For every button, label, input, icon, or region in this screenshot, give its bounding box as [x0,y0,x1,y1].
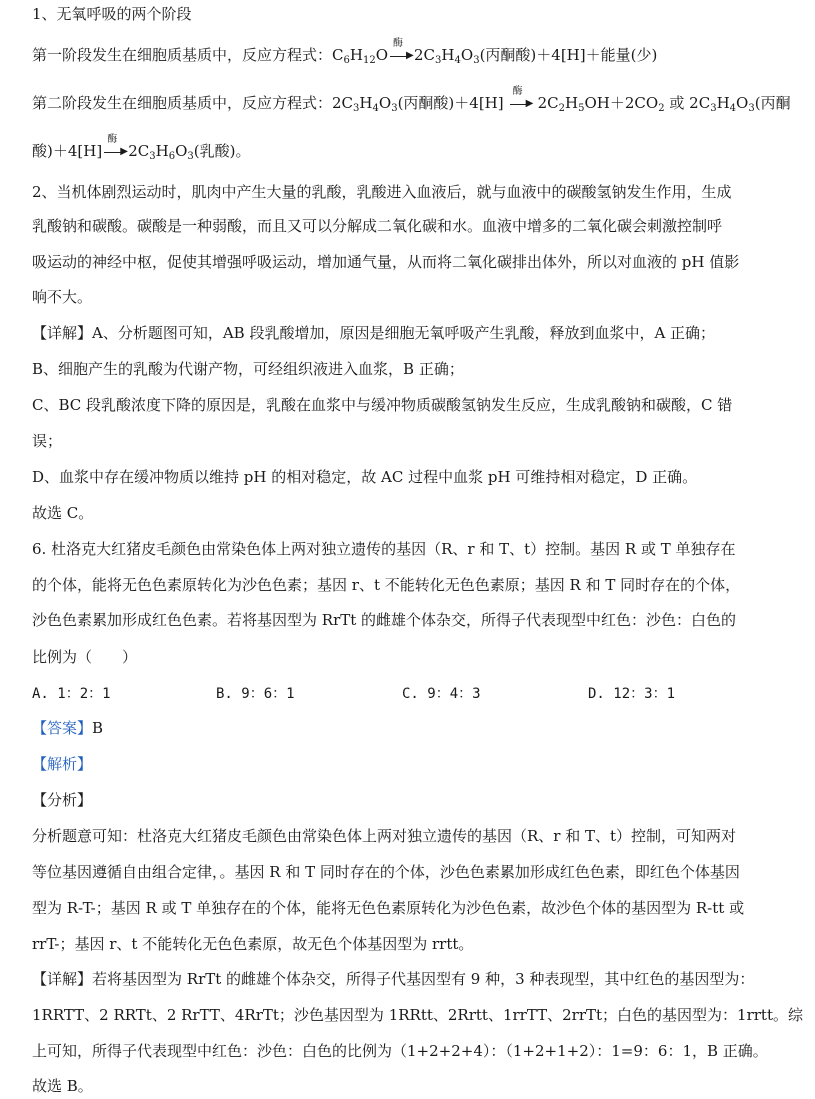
stage1-products: (丙酮酸)＋4[H]＋能量(少) [479,46,658,64]
detail-line: 【详解】A、分析题图可知，AB 段乳酸增加，原因是细胞无氧呼吸产生乳酸，释放到血浆中，A 正确； [32,324,716,342]
detail-line: D、血浆中存在缓冲物质以维持 pH 的相对稳定，故 AC 过程中血浆 pH 可维持相对稳定，D 正确。 [32,468,698,486]
fenxi-tag: 【分析】 [32,791,93,809]
paragraph-line: 吸运动的神经中枢，促使其增强呼吸运动，增加通气量，从而将二氧化碳排出体外，所以对血液的 pH 值影 [32,253,740,271]
fenxi-line: 等位基因遵循自由组合定律，。基因 R 和 T 同时存在的个体，沙色色素累加形成红色色素，即红色个体基因 [32,863,740,881]
formula-lactate: $2C_3H_6O_3$ [128,142,194,162]
question-line: 的个体，能将无色色素原转化为沙色色素；基因 r、t 不能转化无色色素原；基因 R 和 T 同时存在的个体， [32,576,741,594]
fenxi-line: rrT-；基因 r、t 不能转化无色色素原，故无色个体基因型为 rrtt。 [32,935,474,953]
section-title-anaerobic: 1、无氧呼吸的两个阶段 [32,5,192,23]
fenxi-line: 分析题意可知：杜洛克大红猪皮毛颜色由常染色体上两对独立遗传的基因（R、r 和 T、t）控制，可知两对 [32,827,737,845]
answer-tag: 【答案】 [32,719,93,737]
paragraph-line: 响不大。 [32,288,93,306]
formula-pyruvate: $2C_3H_4O_3$ [414,46,480,66]
stage1-prefix: 第一阶段发生在细胞质基质中，反应方程式： [32,46,333,64]
option-c: C. 9：4：3 [402,686,481,702]
detail-line: 误； [32,432,63,450]
stage2-equation-cont: 酸)＋4[H] 酶 ▶ $2C_3H_6O_3$(乳酸)。 [32,134,251,162]
detail2-line: 上可知，所得子代表现型中红色：沙色：白色的比例为（1+2+2+4）：（1+2+1+2）：1=9：6：1，B 正确。 [32,1042,768,1060]
answer-line [32,718,103,738]
enzyme-label: 酶 [393,38,404,49]
enzyme-arrow: 酶 ▶ [504,92,538,112]
detail2-line: 故选 B。 [32,1077,93,1095]
formula-glucose: $C_6H_{12}O$ [332,46,389,66]
enzyme-arrow: 酶 ▶ [388,44,414,64]
detail-line: C、BC 段乳酸浓度下降的原因是，乳酸在血浆中与缓冲物质碳酸氢钠发生反应，生成乳酸钠和碳酸，C 错 [32,396,733,414]
enzyme-arrow: 酶 ▶ [102,140,128,160]
formula-ethanol: $2C_2H_5OH+2CO_2$ [537,94,665,114]
option-a: A. 1：2：1 [32,686,111,702]
stage2-prefix: 第二阶段发生在细胞质基质中，反应方程式： [32,94,333,112]
stage1-equation [32,38,658,71]
paragraph-line: 2、当机体剧烈运动时，肌肉中产生大量的乳酸，乳酸进入血液后，就与血液中的碳酸氢钠发生作用，生成 [32,183,732,201]
detail2-line: 【详解】若将基因型为 RrTt 的雌雄个体杂交，所得子代基因型有 9 种，3 种表现型，其中红色的基因型为： [32,970,755,988]
formula-pyruvate: $2C_3H_4O_3$ [332,94,398,114]
fenxi-line: 型为 R-T-；基因 R 或 T 单独存在的个体，能将无色色素原转化为沙色色素，故沙色个体的基因型为 R-tt 或 [32,899,745,917]
detail2-line: 1RRTT、2 RRTt、2 RrTT、4RrTt；沙色基因型为 1RRtt、2Rrtt、1rrTT、2rrTt；白色的基因型为：1rrtt。综 [32,1006,803,1024]
detail-line: B、细胞产生的乳酸为代谢产物，可经组织液进入血浆，B 正确； [32,360,464,378]
option-d: D. 12：3：1 [588,686,676,702]
question-line: 6. 杜洛克大红猪皮毛颜色由常染色体上两对独立遗传的基因（R、r 和 T、t）控制。基因 R 或 T 单独存在 [32,540,736,558]
question-line: 比例为（ ） [32,648,138,666]
stage2-equation: 第二阶段发生在细胞质基质中，反应方程式：$2C_3H_4O_3$(丙酮酸)＋4[H] 酶 ▶ $2C_2H_5OH+2CO_2$ 或 $2C_3H_4O_3$(丙酮 [32,86,791,114]
answer-value: B [92,719,104,737]
paragraph-line: 乳酸钠和碳酸。碳酸是一种弱酸，而且又可以分解成二氧化碳和水。血液中增多的二氧化碳会刺激控制呼 [32,217,723,235]
formula-pyruvate: $2C_3H_4O_3$ [689,94,755,114]
detail-line: 故选 C。 [32,504,94,522]
analysis-tag: 【解析】 [32,755,93,773]
option-b: B. 9：6：1 [216,686,295,702]
question-line: 沙色色素累加形成红色色素。若将基因型为 RrTt 的雌雄个体杂交，所得子代表现型中红色：沙色：白色的 [32,611,737,629]
